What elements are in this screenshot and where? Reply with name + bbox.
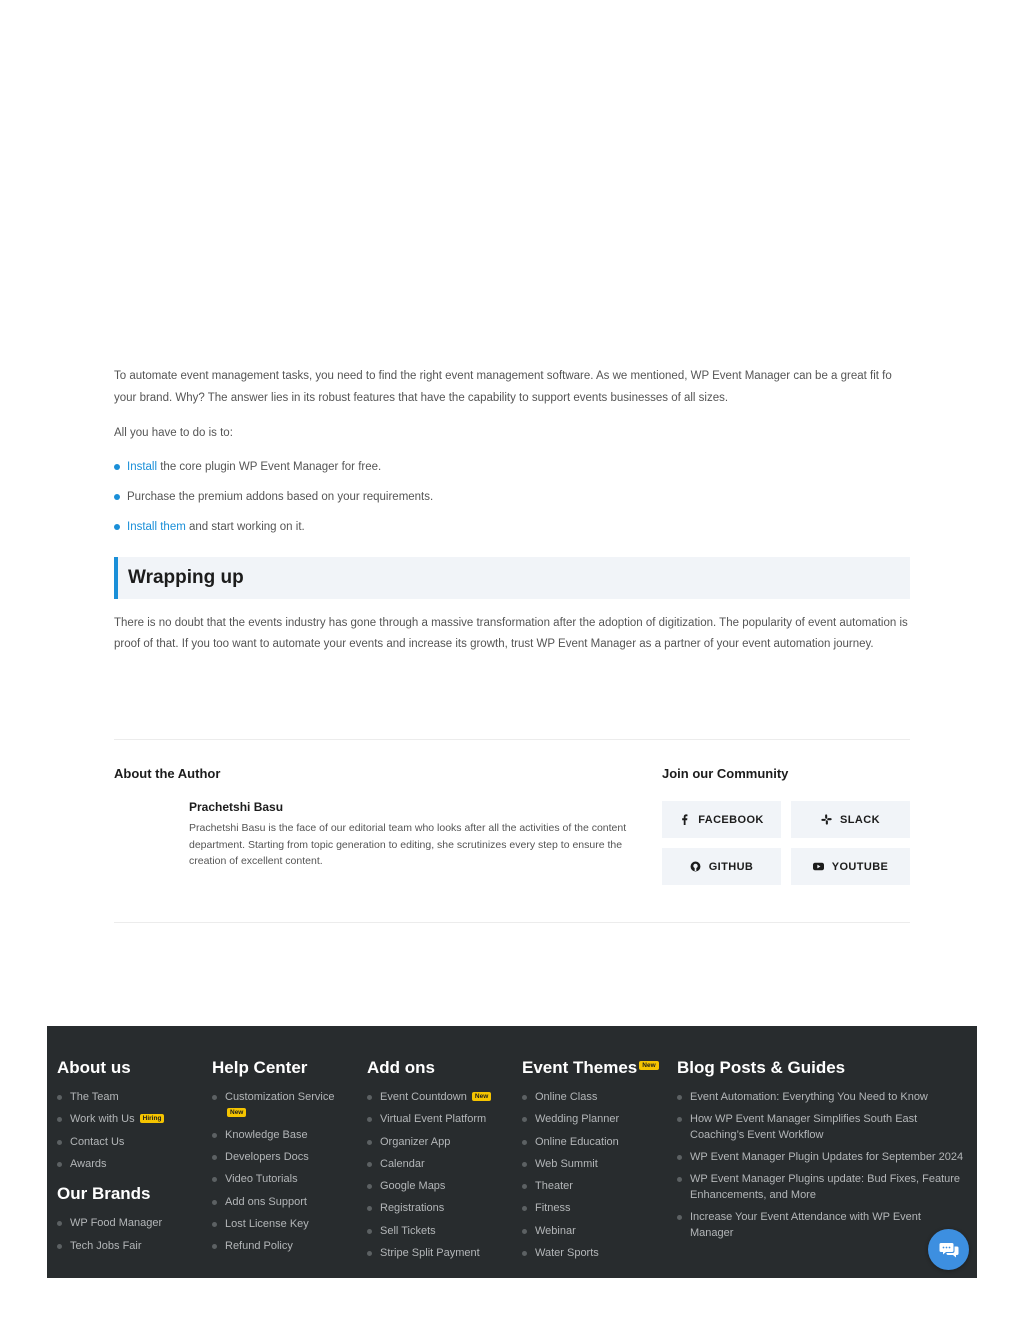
footer-link[interactable]: Water Sports [522,1246,659,1262]
facebook-icon [679,814,690,825]
footer-link[interactable]: Customization Service New [212,1090,352,1121]
install-link[interactable]: Install [127,460,158,473]
list-item: Install the core plugin WP Event Manager for free. [114,459,910,475]
hiring-badge: Hiring [140,1114,165,1123]
footer-link[interactable]: Theater [522,1179,659,1195]
article-paragraph: There is no doubt that the events industry has gone through a massive transformation after the adoption of digitization. The popularity of event automation is proof of that. If you too want to automate your events and increase its growth, trust WP Event Manager as a partner of your event automation journey. [114,616,908,650]
footer-link[interactable]: Registrations [367,1201,515,1217]
steps-list [114,459,910,535]
footer-addons-column [367,1058,515,1268]
footer-link[interactable]: Organizer App [367,1135,515,1151]
new-badge: New [472,1092,491,1101]
footer-link[interactable]: Refund Policy [212,1239,352,1255]
youtube-icon [813,861,824,872]
footer-link[interactable]: Fitness [522,1201,659,1217]
footer-link[interactable]: Virtual Event Platform [367,1112,515,1128]
bullet-icon [114,524,120,530]
footer-link[interactable]: Event Countdown New [367,1090,515,1106]
footer-addons-title: Add ons [367,1058,435,1077]
article-body [114,366,910,656]
github-button[interactable]: GITHUB [662,848,781,885]
bullet-icon [114,464,120,470]
site-footer [47,1026,977,1278]
footer-link[interactable]: Wedding Planner [522,1112,659,1128]
footer-link[interactable]: Event Automation: Everything You Need to Know [677,1090,967,1106]
list-item: Install them and start working on it. [114,519,910,535]
footer-link[interactable]: WP Event Manager Plugins update: Bud Fixes, Feature Enhancements, and More [677,1172,967,1203]
chat-widget-button[interactable] [928,1229,969,1270]
author-section-title: About the Author [114,766,221,781]
footer-about-title: About us [57,1058,131,1077]
footer-link[interactable]: Web Summit [522,1157,659,1173]
footer-help-column [212,1058,352,1262]
footer-link[interactable]: Sell Tickets [367,1224,515,1240]
footer-link[interactable]: Increase Your Event Attendance with WP Event Manager [677,1210,967,1241]
footer-link[interactable]: How WP Event Manager Simplifies South East Coaching’s Event Workflow [677,1112,967,1143]
footer-link[interactable]: The Team [57,1090,164,1106]
github-icon [690,861,701,872]
footer-link[interactable]: Stripe Split Payment [367,1246,515,1262]
footer-link[interactable]: Add ons Support [212,1195,352,1211]
article-paragraph: To automate event management tasks, you need to find the right event management software. As we mentioned, WP Event Manager can be a great fit fo your brand. Why? The answer lies in its robust features that have the capability to support events businesses of all sizes. [114,370,892,404]
install-them-link[interactable]: Install them [127,520,186,533]
chat-icon [939,1241,959,1259]
divider [114,922,910,923]
footer-help-title: Help Center [212,1058,308,1077]
youtube-button[interactable]: YOUTUBE [791,848,910,885]
footer-about-column [57,1058,164,1261]
list-item: Purchase the premium addons based on your requirements. [114,489,910,505]
section-heading-title: Wrapping up [128,566,244,588]
footer-link[interactable]: Knowledge Base [212,1128,352,1144]
author-name[interactable]: Prachetshi Basu [189,800,284,814]
new-badge: New [227,1108,246,1117]
footer-link[interactable]: Contact Us [57,1135,164,1151]
article-paragraph: All you have to do is to: [114,427,233,439]
footer-link[interactable]: Calendar [367,1157,515,1173]
footer-themes-title: Event Themes New [522,1058,659,1078]
slack-button[interactable]: SLACK [791,801,910,838]
footer-link[interactable]: Google Maps [367,1179,515,1195]
footer-link[interactable]: Work with Us Hiring [57,1112,164,1128]
footer-link[interactable]: Tech Jobs Fair [57,1239,164,1255]
footer-themes-column [522,1058,659,1268]
footer-link[interactable]: Online Education [522,1135,659,1151]
footer-link[interactable]: Online Class [522,1090,659,1106]
footer-link[interactable]: Developers Docs [212,1150,352,1166]
facebook-button[interactable]: FACEBOOK [662,801,781,838]
footer-blog-column [677,1058,967,1248]
footer-brands-title: Our Brands [57,1184,151,1204]
new-badge: New [639,1061,658,1070]
divider [114,739,910,740]
slack-icon [821,814,832,825]
author-bio: Prachetshi Basu is the face of our editorial team who looks after all the activities of the content department. Starting from topic generation to editing, she scrutinizes every step to ensure the creation of excellent content. [189,822,627,867]
footer-link[interactable]: WP Event Manager Plugin Updates for September 2024 [677,1150,967,1166]
footer-link[interactable]: WP Food Manager [57,1216,164,1232]
footer-link[interactable]: Video Tutorials [212,1172,352,1188]
footer-blog-title: Blog Posts & Guides [677,1058,846,1077]
community-section-title: Join our Community [662,766,789,781]
footer-link[interactable]: Webinar [522,1224,659,1240]
bullet-icon [114,494,120,500]
footer-link[interactable]: Awards [57,1157,164,1173]
section-heading [114,557,910,599]
footer-link[interactable]: Lost License Key [212,1217,352,1233]
